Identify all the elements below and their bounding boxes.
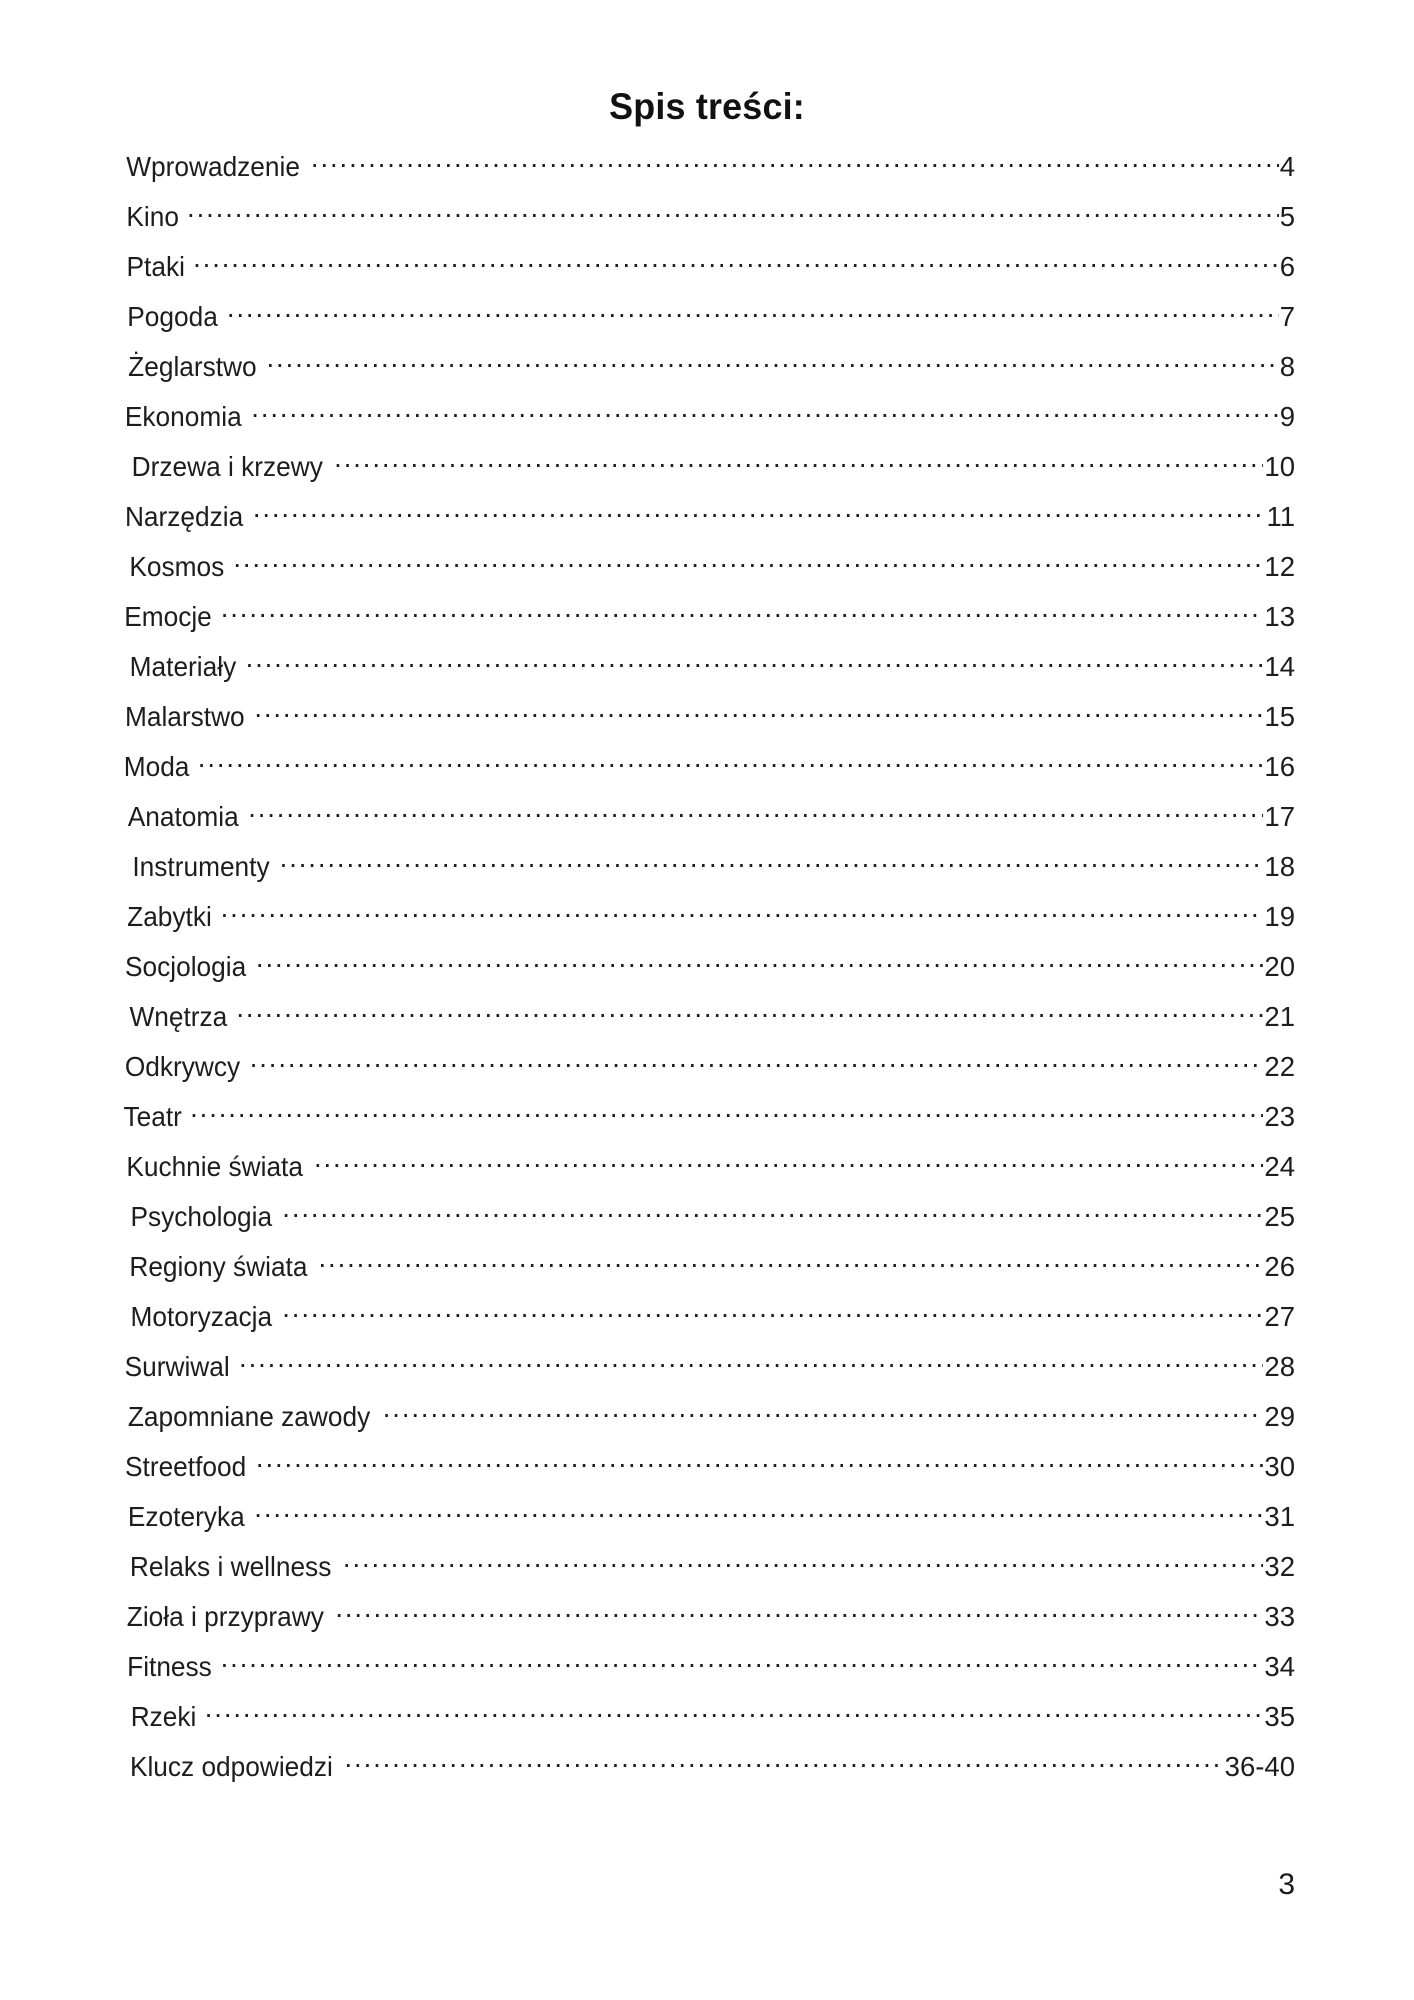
toc-entry[interactable] <box>125 1498 1295 1548</box>
toc-entry[interactable] <box>122 1598 1295 1648</box>
toc-entry-page-number: 4 <box>1279 150 1295 182</box>
toc-entry-label: Narzędzia <box>124 500 244 532</box>
toc-dot-leader <box>282 1298 1263 1326</box>
toc-dot-leader <box>314 1148 1263 1176</box>
toc-dot-leader <box>205 1698 1264 1726</box>
toc-entry-page-number: 27 <box>1264 1300 1295 1332</box>
toc-dot-leader <box>233 548 1263 576</box>
toc-entry-label: Materiały <box>129 650 237 682</box>
toc-dot-leader <box>334 448 1263 476</box>
toc-entry-page-number: 29 <box>1264 1400 1295 1432</box>
toc-dot-leader <box>239 1348 1263 1376</box>
toc-entry[interactable] <box>129 848 1295 898</box>
toc-entry-label: Żeglarstwo <box>128 350 257 382</box>
toc-entry-page-number: 9 <box>1279 400 1295 432</box>
toc-entry-page-number: 32 <box>1264 1550 1295 1582</box>
toc-dot-leader <box>227 298 1279 326</box>
toc-entry-page-number: 31 <box>1264 1500 1295 1532</box>
toc-entry[interactable] <box>122 1348 1295 1398</box>
table-of-contents <box>122 148 1295 1798</box>
toc-dot-leader <box>254 698 1263 726</box>
toc-dot-leader <box>187 198 1279 226</box>
toc-dot-leader <box>193 248 1279 276</box>
toc-entry[interactable] <box>122 948 1295 998</box>
toc-entry-label: Kuchnie świata <box>126 1150 303 1182</box>
toc-entry-page-number: 25 <box>1264 1200 1295 1232</box>
toc-entry-label: Psychologia <box>130 1200 273 1232</box>
toc-entry[interactable] <box>125 348 1295 398</box>
toc-entry[interactable] <box>127 448 1295 498</box>
toc-entry-page-number: 21 <box>1264 1000 1295 1032</box>
page-number-footer: 3 <box>1278 1868 1295 1901</box>
toc-entry-label: Moda <box>123 750 190 782</box>
toc-entry-label: Surwiwal <box>124 1350 230 1382</box>
toc-entry-label: Kosmos <box>129 550 225 582</box>
toc-entry[interactable] <box>125 298 1295 348</box>
toc-entry[interactable] <box>122 498 1295 548</box>
toc-entry-label: Rzeki <box>130 1700 197 1732</box>
toc-entry-page-number: 7 <box>1279 300 1295 332</box>
toc-entry-page-number: 14 <box>1264 650 1295 682</box>
toc-entry-page-number: 8 <box>1279 350 1295 382</box>
toc-entry[interactable] <box>127 1298 1295 1348</box>
toc-dot-leader <box>251 398 1278 426</box>
toc-dot-leader <box>335 1598 1263 1626</box>
toc-entry[interactable] <box>127 648 1295 698</box>
toc-entry-page-number: 12 <box>1264 550 1295 582</box>
toc-entry[interactable] <box>125 1748 1295 1798</box>
toc-dot-leader <box>267 348 1279 376</box>
toc-dot-leader <box>253 498 1266 526</box>
toc-entry[interactable] <box>122 598 1295 648</box>
toc-entry-label: Kino <box>126 200 179 232</box>
toc-entry-page-number: 30 <box>1264 1450 1295 1482</box>
toc-entry-label: Ptaki <box>126 250 185 282</box>
toc-entry-label: Malarstwo <box>124 700 245 732</box>
toc-entry-label: Wnętrza <box>129 1000 228 1032</box>
toc-entry-label: Wprowadzenie <box>126 150 300 182</box>
toc-dot-leader <box>256 948 1264 976</box>
toc-entry[interactable] <box>122 748 1295 798</box>
toc-entry-page-number: 5 <box>1279 200 1295 232</box>
toc-entry-label: Instrumenty <box>132 850 270 882</box>
toc-entry-page-number: 10 <box>1264 450 1295 482</box>
toc-entry[interactable] <box>122 1098 1295 1148</box>
toc-entry-page-number: 16 <box>1264 750 1295 782</box>
toc-entry[interactable] <box>125 1248 1295 1298</box>
toc-entry-page-number: 11 <box>1266 500 1295 532</box>
toc-dot-leader <box>250 1048 1264 1076</box>
toc-entry-label: Zabytki <box>127 900 212 932</box>
toc-entry[interactable] <box>127 998 1295 1048</box>
toc-entry-label: Relaks i wellness <box>129 1550 332 1582</box>
toc-entry-page-number: 17 <box>1264 800 1295 832</box>
toc-entry-page-number: 6 <box>1279 250 1295 282</box>
toc-entry-page-number: 22 <box>1264 1050 1295 1082</box>
toc-entry[interactable] <box>125 798 1295 848</box>
toc-entry-page-number: 24 <box>1264 1150 1295 1182</box>
toc-dot-leader <box>190 1098 1263 1126</box>
toc-entry-page-number: 23 <box>1264 1100 1295 1132</box>
toc-entry[interactable] <box>125 1548 1295 1598</box>
toc-entry[interactable] <box>122 148 1295 198</box>
toc-entry-label: Ezoteryka <box>127 1500 245 1532</box>
toc-entry-label: Ekonomia <box>124 400 242 432</box>
toc-entry-label: Teatr <box>123 1100 182 1132</box>
toc-entry[interactable] <box>122 1398 1295 1448</box>
toc-dot-leader <box>198 748 1264 776</box>
toc-entry-label: Odkrywcy <box>124 1050 241 1082</box>
toc-dot-leader <box>248 798 1263 826</box>
toc-entry-page-number: 28 <box>1264 1350 1295 1382</box>
toc-entry-page-number: 26 <box>1264 1250 1295 1282</box>
toc-entry[interactable] <box>122 1148 1295 1198</box>
toc-entry-label: Pogoda <box>127 300 218 332</box>
toc-dot-leader <box>221 1648 1264 1676</box>
toc-entry-label: Drzewa i krzewy <box>131 450 323 482</box>
toc-entry-page-number: 33 <box>1264 1600 1295 1632</box>
toc-entry[interactable] <box>127 1198 1295 1248</box>
toc-dot-leader <box>236 998 1263 1026</box>
toc-entry-label: Klucz odpowiedzi <box>129 1750 333 1782</box>
toc-entry[interactable] <box>127 548 1295 598</box>
toc-dot-leader <box>254 1498 1263 1526</box>
toc-entry[interactable] <box>122 398 1295 448</box>
toc-entry-label: Emocje <box>124 600 212 632</box>
toc-entry-page-number: 13 <box>1264 600 1295 632</box>
toc-entry[interactable] <box>125 198 1295 248</box>
toc-dot-leader <box>311 148 1279 176</box>
toc-entry-page-number: 18 <box>1264 850 1295 882</box>
toc-dot-leader <box>280 848 1264 876</box>
toc-entry-label: Anatomia <box>127 800 239 832</box>
toc-dot-leader <box>282 1198 1263 1226</box>
toc-entry-page-number: 15 <box>1264 700 1295 732</box>
toc-entry-label: Zapomniane zawody <box>127 1400 371 1432</box>
toc-dot-leader <box>221 598 1264 626</box>
toc-entry[interactable] <box>125 248 1295 298</box>
toc-entry-page-number: 20 <box>1264 950 1295 982</box>
toc-entry-label: Streetfood <box>125 1450 247 1482</box>
toc-entry-label: Fitness <box>127 1650 212 1682</box>
toc-entry-page-number: 35 <box>1264 1700 1295 1732</box>
toc-dot-leader <box>221 898 1264 926</box>
toc-entry[interactable] <box>129 1698 1295 1748</box>
toc-entry-label: Zioła i przyprawy <box>126 1600 324 1632</box>
toc-dot-leader <box>383 1398 1264 1426</box>
toc-entry-label: Socjologia <box>125 950 247 982</box>
toc-dot-leader <box>344 1748 1223 1776</box>
toc-entry-page-number: 36-40 <box>1224 1750 1295 1782</box>
toc-entry[interactable] <box>122 1448 1295 1498</box>
toc-entry[interactable] <box>125 1648 1295 1698</box>
page-title: Spis treści: <box>609 86 805 127</box>
toc-dot-leader <box>246 648 1264 676</box>
toc-entry[interactable] <box>125 898 1295 948</box>
toc-entry-label: Regiony świata <box>129 1250 308 1282</box>
toc-entry-page-number: 34 <box>1264 1650 1295 1682</box>
toc-entry-label: Motoryzacja <box>130 1300 273 1332</box>
toc-entry-page-number: 19 <box>1264 900 1295 932</box>
toc-dot-leader <box>256 1448 1264 1476</box>
toc-entry[interactable] <box>122 698 1295 748</box>
toc-entry[interactable] <box>122 1048 1295 1098</box>
toc-dot-leader <box>318 1248 1263 1276</box>
toc-dot-leader <box>343 1548 1263 1576</box>
